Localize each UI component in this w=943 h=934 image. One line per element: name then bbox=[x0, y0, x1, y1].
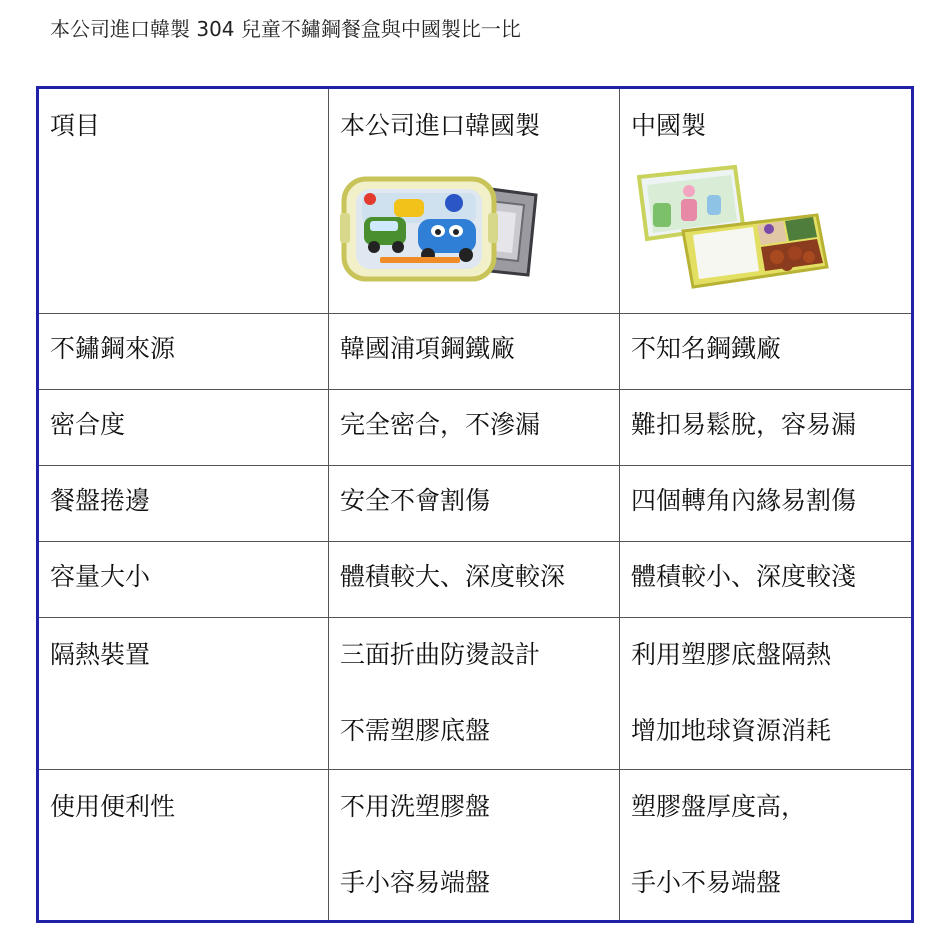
header-korea-label: 本公司進口韓國製 bbox=[340, 111, 541, 140]
header-china-label: 中國製 bbox=[631, 111, 707, 140]
row-korea-cell bbox=[329, 542, 620, 618]
row-item-label: 不鏽鋼來源 bbox=[50, 334, 176, 363]
comparison-table bbox=[36, 86, 914, 923]
row-item-label: 使用便利性 bbox=[50, 792, 176, 821]
china-value-line-1: 利用塑膠底盤隔熱 bbox=[631, 640, 832, 669]
header-item-label: 項目 bbox=[50, 111, 101, 140]
table-row bbox=[38, 770, 913, 922]
row-korea-cell bbox=[329, 466, 620, 542]
row-item-cell bbox=[38, 542, 329, 618]
row-item-cell bbox=[38, 314, 329, 390]
row-china-cell bbox=[620, 466, 913, 542]
row-korea-cell bbox=[329, 618, 620, 770]
header-cell-item bbox=[38, 88, 329, 314]
row-item-cell bbox=[38, 618, 329, 770]
table-row bbox=[38, 314, 913, 390]
document-title: 本公司進口韓製 304 兒童不鏽鋼餐盒與中國製比一比 bbox=[50, 17, 521, 41]
header-cell-korea bbox=[329, 88, 620, 314]
china-value-line-2: 手小不易端盤 bbox=[631, 868, 782, 897]
table-row bbox=[38, 618, 913, 770]
korea-value: 韓國浦項鋼鐵廠 bbox=[340, 334, 516, 363]
china-value: 難扣易鬆脫，容易漏 bbox=[631, 410, 857, 439]
china-value-line-1: 塑膠盤厚度高， bbox=[631, 792, 807, 821]
row-item-cell bbox=[38, 390, 329, 466]
row-item-label: 餐盤捲邊 bbox=[50, 486, 151, 515]
row-china-cell bbox=[620, 542, 913, 618]
korea-value-line-2: 手小容易端盤 bbox=[340, 868, 491, 897]
korea-value: 安全不會割傷 bbox=[340, 486, 491, 515]
row-item-label: 密合度 bbox=[50, 410, 126, 439]
row-item-cell bbox=[38, 466, 329, 542]
china-value-line-2: 增加地球資源消耗 bbox=[631, 716, 832, 745]
table-row bbox=[38, 390, 913, 466]
row-korea-cell bbox=[329, 770, 620, 922]
table-header-row bbox=[38, 88, 913, 314]
korea-value-line-1: 三面折曲防燙設計 bbox=[340, 640, 541, 669]
korea-value-line-2: 不需塑膠底盤 bbox=[340, 716, 491, 745]
row-china-cell bbox=[620, 618, 913, 770]
row-korea-cell bbox=[329, 314, 620, 390]
row-item-label: 容量大小 bbox=[50, 562, 151, 591]
row-china-cell bbox=[620, 390, 913, 466]
row-china-cell bbox=[620, 770, 913, 922]
korea-value-line-1: 不用洗塑膠盤 bbox=[340, 792, 491, 821]
row-korea-cell bbox=[329, 390, 620, 466]
china-product-image bbox=[631, 163, 911, 293]
row-item-cell bbox=[38, 770, 329, 922]
korea-value: 體積較大、深度較深 bbox=[340, 562, 566, 591]
korea-product-image bbox=[340, 169, 619, 289]
row-item-label: 隔熱裝置 bbox=[50, 640, 151, 669]
korea-value: 完全密合，不滲漏 bbox=[340, 410, 541, 439]
header-cell-china bbox=[620, 88, 913, 314]
china-value: 不知名鋼鐵廠 bbox=[631, 334, 782, 363]
table-row bbox=[38, 542, 913, 618]
china-value: 四個轉角內緣易割傷 bbox=[631, 486, 857, 515]
china-value: 體積較小、深度較淺 bbox=[631, 562, 857, 591]
row-china-cell bbox=[620, 314, 913, 390]
table-row bbox=[38, 466, 913, 542]
